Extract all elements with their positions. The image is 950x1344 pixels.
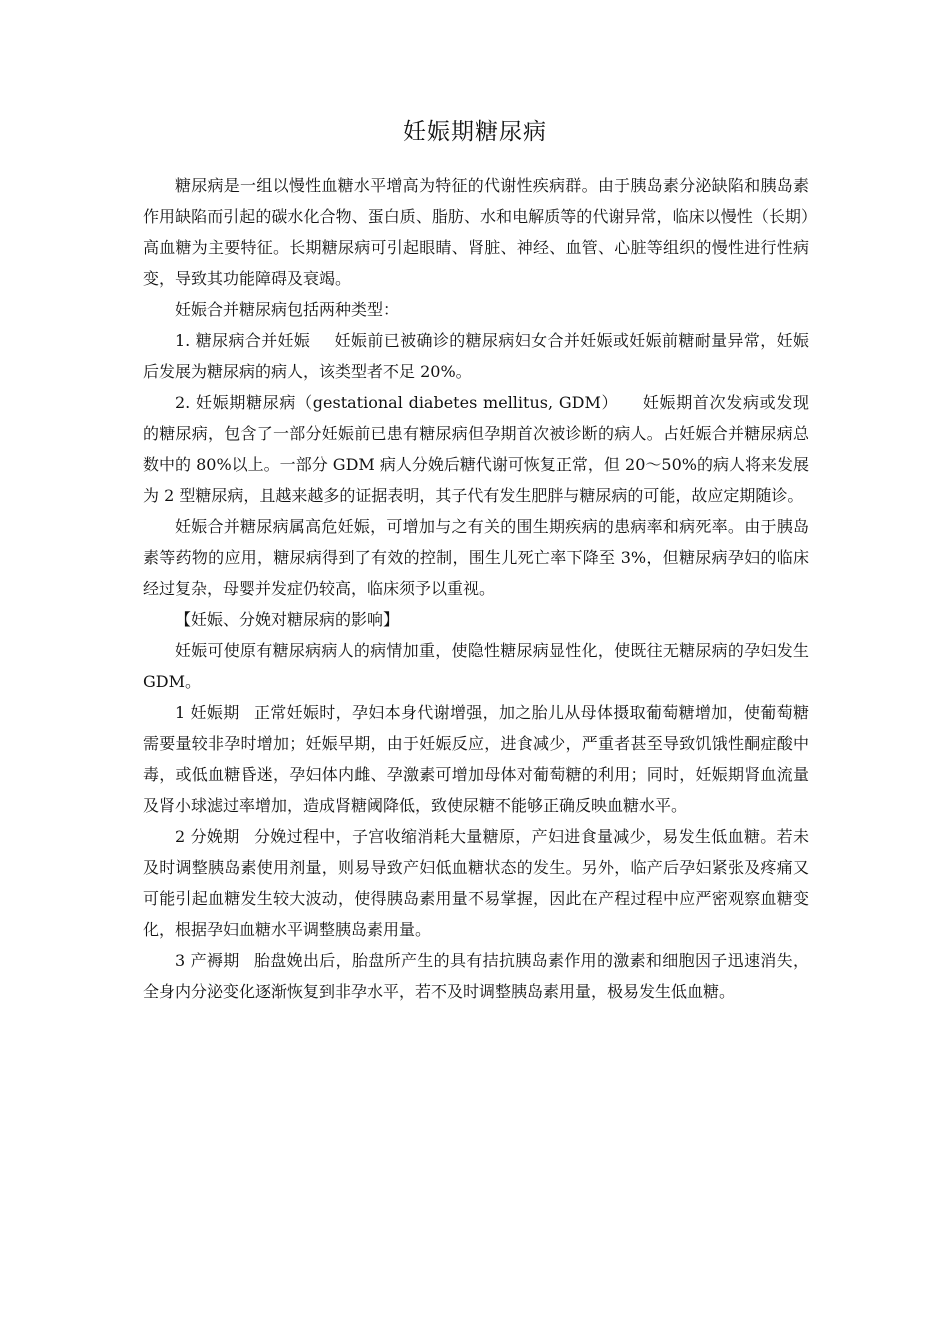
paragraph-intro: 糖尿病是一组以慢性血糖水平增高为特征的代谢性疾病群。由于胰岛素分泌缺陷和胰岛素作用缺陷而引起的碳水化合物、蛋白质、脂肪、水和电解质等的代谢异常，临床以慢性（长期）高血糖为主要特征。长期糖尿病可引起眼睛、肾脏、神经、血管、心脏等组织的慢性进行性病变，导致其功能障碍及衰竭。: [143, 176, 809, 288]
document-body: [143, 170, 809, 1007]
paragraph-stage1: [143, 697, 809, 821]
stage3-body: 胎盘娩出后，胎盘所产生的具有拮抗胰岛素作用的激素和细胞因子迅速消失，全身内分泌变化逐渐恢复到非孕水平，若不及时调整胰岛素用量，极易发生低血糖。: [143, 951, 809, 1001]
paragraph-type2: [143, 387, 809, 511]
type2-body: 妊娠期首次发病或发现的糖尿病，包含了一部分妊娠前已患有糖尿病但孕期首次被诊断的病人。占妊娠合并糖尿病总数中的 80%以上。一部分 GDM 病人分娩后糖代谢可恢复正常，但 20～50%的病人将来发展为 2 型糖尿病，且越来越多的证据表明，其子代有发生肥胖与糖尿病的可能，故应定期随诊。: [143, 393, 809, 505]
stage2-body: 分娩过程中，子宫收缩消耗大量糖原，产妇进食量减少，易发生低血糖。若未及时调整胰岛素使用剂量，则易导致产妇低血糖状态的发生。另外，临产后孕妇紧张及疼痛又可能引起血糖发生较大波动，使得胰岛素用量不易掌握，因此在产程过程中应严密观察血糖变化，根据孕妇血糖水平调整胰岛素用量。: [143, 827, 809, 939]
stage2-heading: 2 分娩期: [175, 827, 240, 846]
paragraph-type1: [143, 325, 809, 387]
paragraph-risk: 妊娠合并糖尿病属高危妊娠，可增加与之有关的围生期疾病的患病率和病死率。由于胰岛素等药物的应用，糖尿病得到了有效的控制，围生儿死亡率下降至 3%，但糖尿病孕妇的临床经过复杂，母婴并发症仍较高，临床须予以重视。: [143, 517, 809, 598]
type1-body: 妊娠前已被确诊的糖尿病妇女合并妊娠或妊娠前糖耐量异常，妊娠后发展为糖尿病的病人，该类型者不足 20%。: [143, 331, 809, 381]
type1-heading: 1. 糖尿病合并妊娠: [175, 331, 311, 350]
stage1-body: 正常妊娠时，孕妇本身代谢增强，加之胎儿从母体摄取葡萄糖增加，使葡萄糖需要量较非孕时增加；妊娠早期，由于妊娠反应，进食减少，严重者甚至导致饥饿性酮症酸中毒，或低血糖昏迷，孕妇体内雌、孕激素可增加母体对葡萄糖的利用；同时，妊娠期肾血流量及肾小球滤过率增加，造成肾糖阈降低，致使尿糖不能够正确反映血糖水平。: [143, 703, 809, 815]
stage1-heading: 1 妊娠期: [175, 703, 240, 722]
paragraph-effect-intro: 妊娠可使原有糖尿病病人的病情加重，使隐性糖尿病显性化，使既往无糖尿病的孕妇发生 GDM。: [143, 641, 809, 691]
document-title: 妊娠期糖尿病: [403, 119, 547, 145]
type2-heading: 2. 妊娠期糖尿病（gestational diabetes mellitus, GDM）: [175, 393, 619, 412]
section-heading: 【妊娠、分娩对糖尿病的影响】: [175, 610, 400, 629]
stage3-heading: 3 产褥期: [175, 951, 240, 970]
paragraph-stage2: [143, 821, 809, 945]
paragraph-types-intro: 妊娠合并糖尿病包括两种类型：: [175, 300, 400, 319]
paragraph-stage3: [143, 945, 809, 1007]
